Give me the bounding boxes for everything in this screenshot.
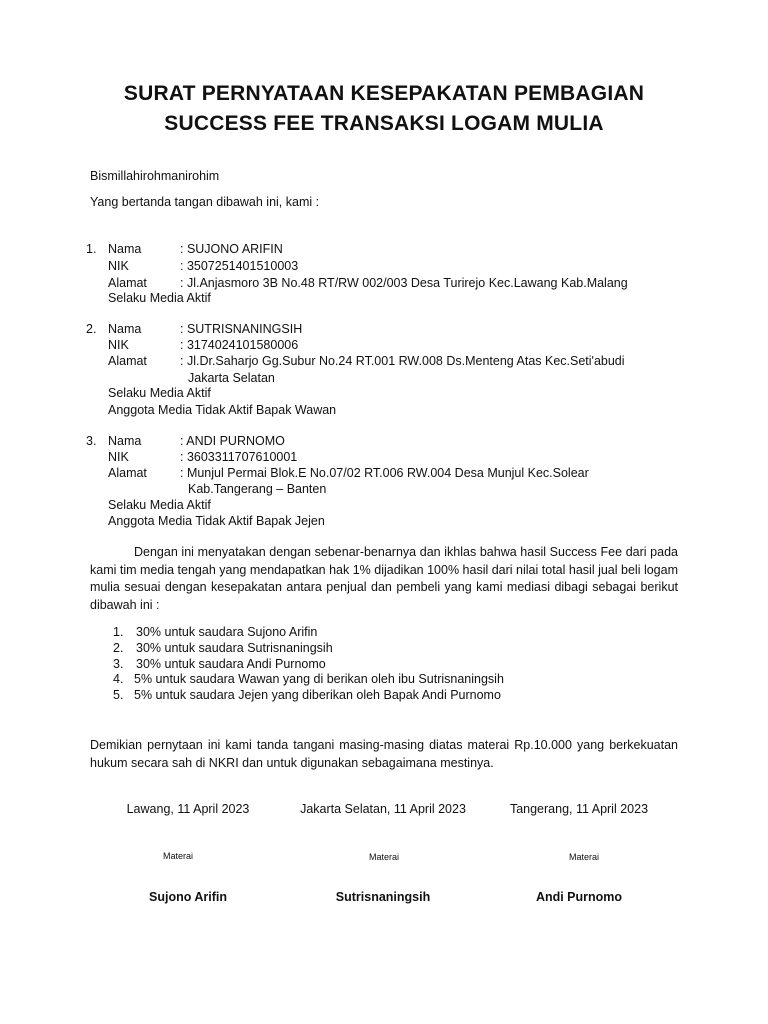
party-name: : SUTRISNANINGSIH (180, 322, 303, 336)
signatory-name: Andi Purnomo (535, 890, 623, 904)
party-nik: : 3507251401510003 (180, 259, 299, 273)
nama-label: Nama (108, 434, 142, 448)
party-role: Selaku Media Aktif (108, 498, 211, 512)
nik-label: NIK (108, 450, 129, 464)
share-number: 2. (113, 641, 124, 655)
share-item: 30% untuk saudara Sujono Arifin (136, 625, 318, 639)
party-nik: : 3603311707610001 (180, 450, 298, 464)
party-address: : Munjul Permai Blok.E No.07/02 RT.006 RW.004 Desa Munjul Kec.Solear (180, 466, 589, 480)
signatory-name: Sutrisnaningsih (335, 890, 431, 904)
closing-paragraph: Demikian pernytaan ini kami tanda tangani masing-masing diatas materai Rp.10.000 yang berkekuatan hukum secara sah di NKRI dan untuk digunakan sebagaimana mestinya. (90, 738, 678, 770)
materai-label: Materai (568, 852, 599, 862)
party-address-line-2: Jakarta Selatan (188, 371, 275, 385)
document-title-line-1: SURAT PERNYATAAN KESEPAKATAN PEMBAGIAN (123, 82, 645, 105)
party-note: Anggota Media Tidak Aktif Bapak Jejen (108, 514, 325, 528)
signatory-name: Sujono Arifin (149, 890, 227, 904)
alamat-label: Alamat (108, 276, 147, 290)
place-date: Tangerang, 11 April 2023 (509, 802, 649, 816)
statement-paragraph: Dengan ini menyatakan dengan sebenar-benarnya dan ikhlas bahwa hasil Success Fee dari pada kami tim media tengah yang mendapatkan hak 1% dijadikan 100% hasil dari nilai total hasil jual beli logam mulia sesuai dengan kesepakatan antara penjual dan pembeli yang kami mediasi dibagi sebagai berikut dibawah ini : (90, 545, 678, 612)
share-number: 5. (113, 688, 124, 702)
share-item: 30% untuk saudara Sutrisnaningsih (136, 641, 333, 655)
nik-label: NIK (108, 259, 129, 273)
party-role: Selaku Media Aktif (108, 386, 211, 400)
party-name: : ANDI PURNOMO (180, 434, 285, 448)
share-item: 5% untuk saudara Jejen yang diberikan oleh Bapak Andi Purnomo (134, 688, 501, 702)
opening-greeting: Bismillahirohmanirohim (90, 169, 220, 183)
party-name: : SUJONO ARIFIN (180, 242, 283, 256)
party-number: 2. (86, 322, 97, 336)
place-date: Jakarta Selatan, 11 April 2023 (300, 802, 466, 816)
party-address: : Jl.Dr.Saharjo Gg.Subur No.24 RT.001 RW.008 Ds.Menteng Atas Kec.Seti'abudi (180, 354, 625, 368)
share-item: 30% untuk saudara Andi Purnomo (136, 657, 326, 671)
alamat-label: Alamat (108, 354, 147, 368)
party-number: 3. (86, 434, 97, 448)
share-item: 5% untuk saudara Wawan yang di berikan oleh ibu Sutrisnaningsih (134, 672, 504, 686)
alamat-label: Alamat (108, 466, 147, 480)
nama-label: Nama (108, 242, 142, 256)
party-role: Selaku Media Aktif (108, 291, 211, 305)
party-address: : Jl.Anjasmoro 3B No.48 RT/RW 002/003 Desa Turirejo Kec.Lawang Kab.Malang (180, 276, 628, 290)
nik-label: NIK (108, 338, 129, 352)
party-address-line-2: Kab.Tangerang – Banten (188, 482, 327, 496)
share-number: 3. (113, 657, 124, 671)
share-number: 4. (113, 672, 124, 686)
nama-label: Nama (108, 322, 142, 336)
party-nik: : 3174024101580006 (180, 338, 299, 352)
share-number: 1. (113, 625, 124, 639)
party-number: 1. (86, 242, 97, 256)
document-title-line-2: SUCCESS FEE TRANSAKSI LOGAM MULIA (164, 112, 604, 135)
party-note: Anggota Media Tidak Aktif Bapak Wawan (108, 403, 337, 417)
materai-label: Materai (368, 852, 399, 862)
materai-label: Materai (162, 851, 193, 861)
intro-text: Yang bertanda tangan dibawah ini, kami : (90, 195, 320, 209)
place-date: Lawang, 11 April 2023 (126, 802, 250, 816)
